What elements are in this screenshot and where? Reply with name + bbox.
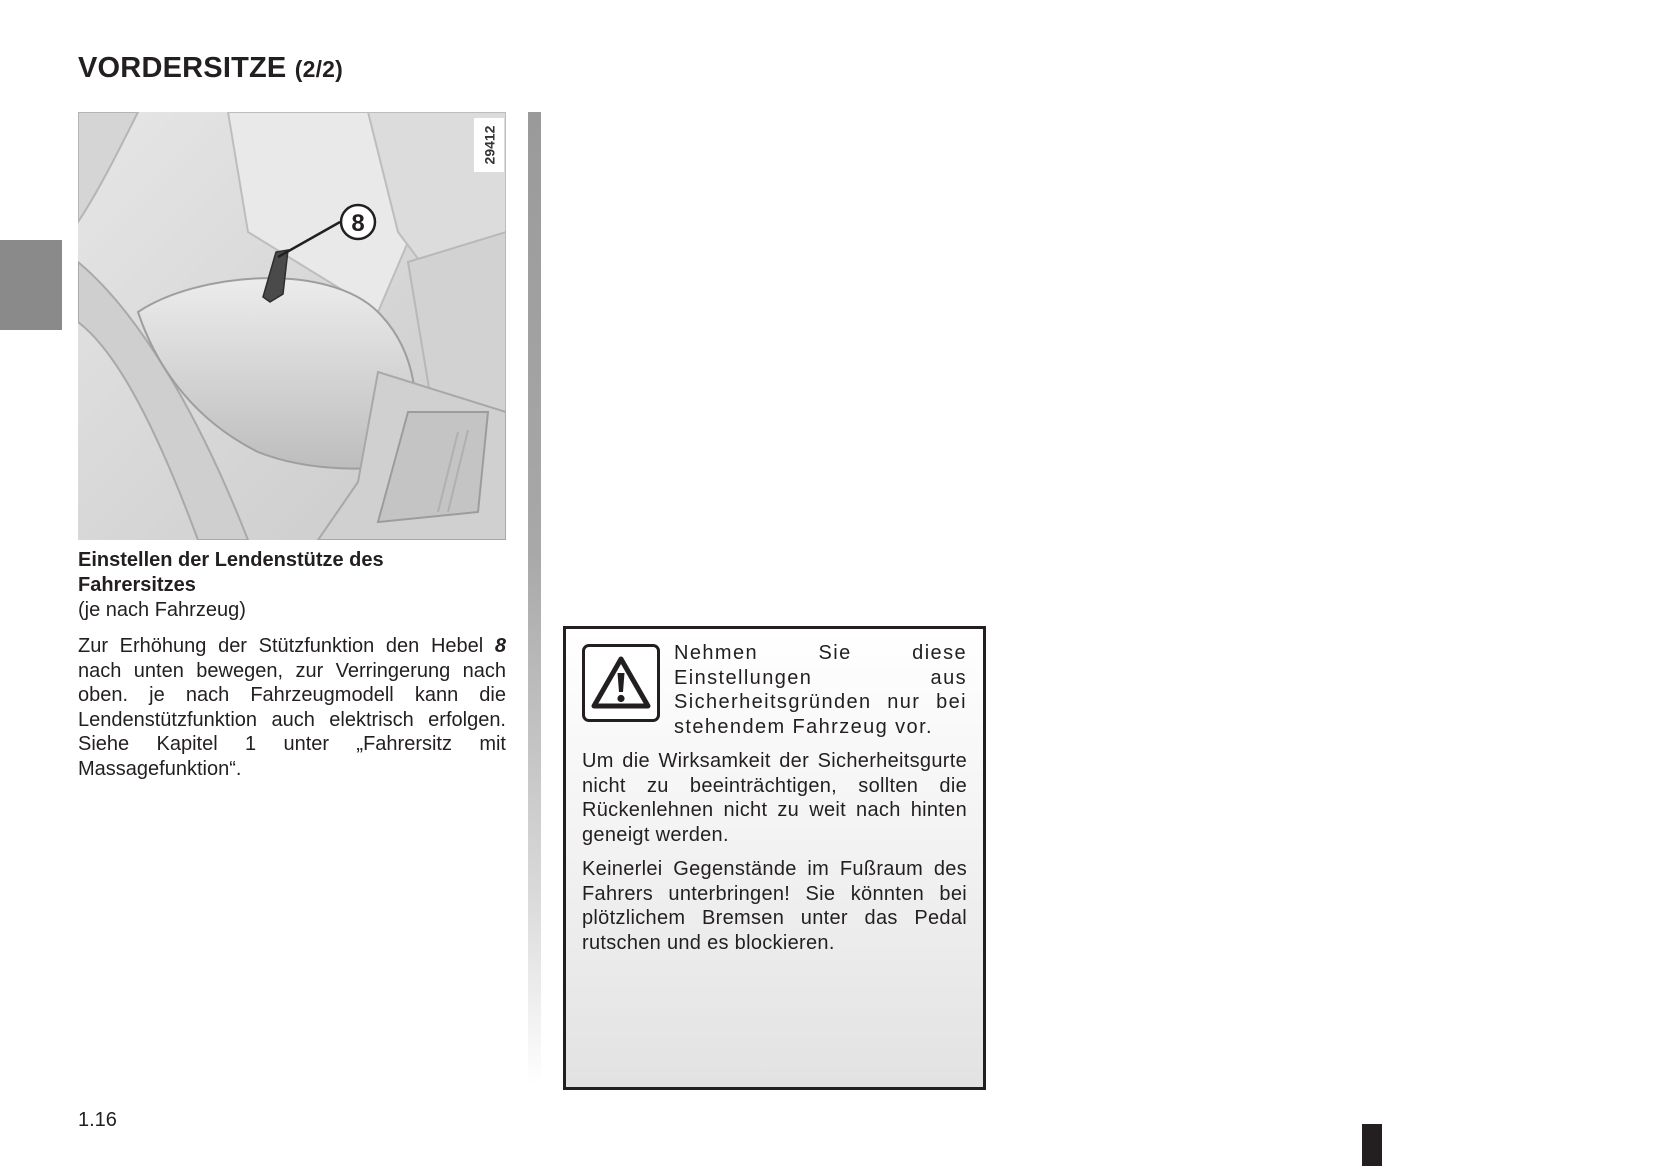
column-divider — [528, 112, 541, 1087]
seat-drawing — [78, 112, 506, 540]
page-number: 1.16 — [78, 1109, 117, 1131]
section-subheading: (je nach Fahrzeug) — [78, 599, 246, 621]
warning-header — [582, 641, 967, 739]
body-after: nach unten bewegen, zur Verringerung nach oben. je nach Fahrzeugmodell kann die Lendenstützfunktion auch elektrisch erfolgen. Siehe Kapitel 1 unter „Fahrersitz mit Massagefunktion“. — [78, 659, 506, 780]
warning-intro: Nehmen Sie diese Einstellungen aus Sicherheitsgründen nur bei stehendem Fahrzeug vor. — [674, 642, 967, 738]
figure-number — [474, 118, 504, 172]
figure-number-text: 29412 — [481, 125, 497, 165]
body-before: Zur Erhöhung der Stützfunktion den Hebel — [78, 635, 495, 657]
page-title-main: VORDERSITZE — [78, 52, 287, 84]
callout-label: 8 — [351, 210, 365, 237]
page-title — [78, 52, 343, 85]
warning-triangle-icon — [582, 644, 660, 722]
section-heading: Einstellen der Lendenstütze des Fahrersitzes — [78, 549, 384, 596]
edge-marker — [1362, 1124, 1382, 1166]
chapter-tab — [0, 240, 62, 330]
seat-illustration — [78, 112, 506, 540]
warning-paragraph-2: Keinerlei Gegenstände im Fußraum des Fahrers unterbringen! Sie könnten bei plötzlichem Bremsen unter das Pedal rutschen und es blockieren. — [582, 858, 967, 954]
body-lever-ref: 8 — [494, 635, 506, 657]
warning-box — [563, 626, 986, 1090]
section-body — [78, 634, 506, 781]
warning-paragraph-1: Um die Wirksamkeit der Sicherheitsgurte nicht zu beeinträchtigen, sollten die Rückenlehnen nicht zu weit nach hinten geneigt werden. — [582, 750, 967, 846]
lumbar-section — [78, 548, 506, 781]
page-title-sub: (2/2) — [294, 56, 344, 82]
